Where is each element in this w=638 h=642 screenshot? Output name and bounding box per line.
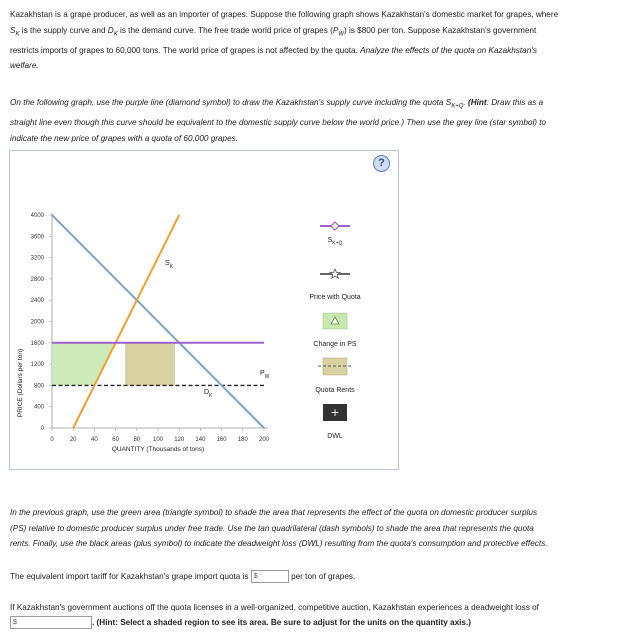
help-icon[interactable]: ? [373, 155, 390, 172]
y-tick-label: 0 [40, 426, 44, 432]
x-tick-label: 180 [237, 437, 248, 443]
market-chart[interactable] [10, 151, 398, 469]
tool-skq-diamond[interactable] [320, 222, 350, 230]
x-tick-label: 120 [174, 437, 185, 443]
world-price-label: $P_W$ [260, 370, 270, 380]
price-with-quota-label: Price with Quota [309, 294, 361, 301]
svg-text:+: + [330, 406, 340, 419]
intro-paragraph: Kazakhstan is a grape producer, as well as an importer of grapes. Suppose the following graph shows Kazakhstan's domestic market for grapes, where $S_K$ is the supply curve and $D_K$ is the demand curve. The free trade world price of grapes $(P_W)$ is $800 per ton. Suppose Kazakhstan's government restricts imports of grapes to 60,000 tons. The world price of grapes is not affected by the quota. Analyze the effects of the quota on Kazakhstan's welfare. [10, 10, 559, 71]
y-axis-label: PRICE (Dollars per ton) [17, 348, 24, 418]
y-tick-label: 3600 [30, 234, 44, 241]
y-axis-ticks [31, 213, 52, 432]
tool-green-triangle[interactable] [323, 313, 347, 329]
x-tick-label: 200 [258, 437, 270, 443]
shading-instructions: In the previous graph, use the green area (triangle symbol) to shade the area that represents the effect of the quota on domestic producer surplus (PS) relative to domestic producer surplus under free trade. Use the tan quadrilateral (dash symbols) to shade the area that represents the quota rents. Finally, use the black areas (plus symbol) to indicate the deadweight loss (DWL) resulting from the quota's consumption and protective effects. [10, 508, 548, 548]
tool-dwl-plus[interactable] [323, 404, 347, 421]
graph-panel [9, 150, 399, 470]
x-axis-label: QUANTITY (Thousands of tons) [111, 446, 205, 453]
x-tick-label: 20 [69, 437, 77, 443]
y-tick-label: 4000 [30, 213, 44, 219]
quota-rents-area [126, 343, 175, 386]
dwl-question: If Kazakhstan's government auctions off the quota licenses in a well-organized, competitive auction, Kazakhstan experiences a deadweight loss of $ . (Hint: Select a shaded region to see its area. Be sure to adjust for the units on the quantity axis.) [10, 600, 630, 630]
y-tick-label: 400 [33, 404, 44, 411]
change-in-ps-label: Change in PS [313, 341, 357, 348]
supply-curve-label: $S_K$ [165, 260, 174, 270]
tool-price-star[interactable] [320, 269, 350, 278]
dwl-label: DWL [327, 433, 343, 440]
y-tick-label: 1600 [30, 340, 44, 347]
x-tick-label: 100 [152, 437, 164, 443]
x-tick-label: 80 [133, 437, 141, 443]
tool-tan-quad[interactable] [318, 358, 352, 375]
demand-curve [52, 215, 264, 428]
y-tick-label: 2400 [30, 298, 44, 305]
dwl-input[interactable]: $ [10, 616, 92, 629]
tariff-question: The equivalent import tariff for Kazakhstan's grape import quota is $ per ton of grapes. [10, 569, 355, 584]
y-tick-label: 800 [33, 383, 44, 390]
x-tick-label: 140 [195, 437, 206, 443]
y-tick-label: 3200 [30, 255, 44, 262]
supply-curve [73, 215, 179, 428]
quota-rents-label: Quota Rents [315, 387, 355, 394]
x-tick-label: 60 [112, 437, 119, 443]
x-tick-label: 160 [216, 437, 227, 443]
graph-instructions: On the following graph, use the purple line (diamond symbol) to draw the Kazakhstan's supply curve including the quota $S_{K+Q}$. (Hint: Draw this as a straight line even though this curve should be equivalent to the domestic supply curve below the world price.) Then use the grey line (star symbol) to indicate the new price of grapes with a quota of 60,000 grapes. [10, 98, 547, 143]
y-tick-label: 1200 [30, 362, 44, 369]
demand-curve-label: $D_K$ [204, 389, 213, 399]
x-tick-label: 40 [91, 437, 98, 443]
tool-skq-label: $S_{K+Q}$ [327, 237, 343, 247]
tariff-input[interactable]: $ [251, 570, 289, 583]
x-tick-label: 0 [50, 437, 54, 443]
y-tick-label: 2800 [30, 276, 44, 283]
y-tick-label: 2000 [30, 319, 44, 326]
